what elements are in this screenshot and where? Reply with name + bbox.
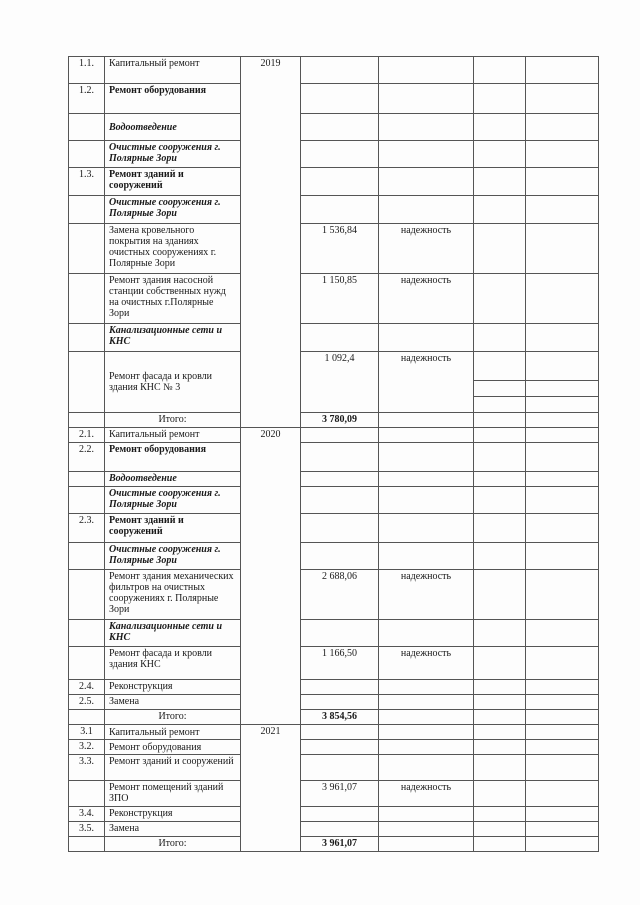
table-row xyxy=(69,807,599,822)
table-row xyxy=(69,114,599,141)
table-row xyxy=(69,647,599,680)
table-row xyxy=(69,725,599,740)
cost-cell: 3 961,07 xyxy=(301,781,379,807)
year-cell: 2020 xyxy=(241,428,301,725)
row-description: Ремонт зданий и сооружений xyxy=(105,755,241,781)
reason-cell: надежность xyxy=(379,224,474,274)
row-description: Ремонт фасада и кровли здания КНС № 3 xyxy=(105,352,241,413)
row-description: Ремонт фасада и кровли здания КНС xyxy=(105,647,241,680)
total-value: 3 961,07 xyxy=(301,837,379,852)
row-number: 3.1 xyxy=(69,725,105,740)
table-row xyxy=(69,620,599,647)
cost-cell: 1 150,85 xyxy=(301,274,379,324)
row-number: 2.2. xyxy=(69,443,105,472)
table-row xyxy=(69,84,599,114)
table-row xyxy=(69,487,599,514)
cost-cell: 2 688,06 xyxy=(301,570,379,620)
table-row xyxy=(69,168,599,196)
row-description: Очистные сооружения г. Полярные Зори xyxy=(105,543,241,570)
reason-cell: надежность xyxy=(379,781,474,807)
table-row xyxy=(69,413,599,428)
table-row xyxy=(69,680,599,695)
row-description: Капитальный ремонт xyxy=(105,725,241,740)
total-value: 3 854,56 xyxy=(301,710,379,725)
row-description: Ремонт здания механических фильтров на очистных сооружениях г. Полярные Зори xyxy=(105,570,241,620)
table-row xyxy=(69,141,599,168)
table-row xyxy=(69,428,599,443)
row-description: Водоотведение xyxy=(105,114,241,141)
repair-plan-table xyxy=(68,56,599,852)
row-number: 3.2. xyxy=(69,740,105,755)
table-row xyxy=(69,514,599,543)
table-row xyxy=(69,324,599,352)
total-label: Итого: xyxy=(105,413,241,428)
table-row xyxy=(69,755,599,781)
row-description: Замена xyxy=(105,695,241,710)
row-description: Ремонт помещений зданий ЗПО xyxy=(105,781,241,807)
table-row xyxy=(69,57,599,84)
table-row xyxy=(69,740,599,755)
reason-cell: надежность xyxy=(379,352,474,413)
row-number: 3.4. xyxy=(69,807,105,822)
cost-cell: 1 166,50 xyxy=(301,647,379,680)
cost-cell: 1 536,84 xyxy=(301,224,379,274)
total-label: Итого: xyxy=(105,837,241,852)
row-number: 1.2. xyxy=(69,84,105,114)
row-number: 3.5. xyxy=(69,822,105,837)
table-row xyxy=(69,352,599,381)
row-description: Ремонт оборудования xyxy=(105,84,241,114)
row-number: 2.3. xyxy=(69,514,105,543)
row-description: Капитальный ремонт xyxy=(105,57,241,84)
reason-cell: надежность xyxy=(379,570,474,620)
row-description: Очистные сооружения г. Полярные Зори xyxy=(105,196,241,224)
table-row xyxy=(69,781,599,807)
table-row xyxy=(69,196,599,224)
row-description: Очистные сооружения г. Полярные Зори xyxy=(105,487,241,514)
row-description: Замена кровельного покрытия на зданиях очистных сооружениях г. Полярные Зори xyxy=(105,224,241,274)
row-number: 2.1. xyxy=(69,428,105,443)
year-cell: 2021 xyxy=(241,725,301,852)
table-row xyxy=(69,224,599,274)
total-label: Итого: xyxy=(105,710,241,725)
table-row xyxy=(69,443,599,472)
reason-cell: надежность xyxy=(379,274,474,324)
table-row xyxy=(69,822,599,837)
row-description: Ремонт здания насосной станции собственных нужд на очистных г.Полярные Зори xyxy=(105,274,241,324)
total-value: 3 780,09 xyxy=(301,413,379,428)
row-description: Капитальный ремонт xyxy=(105,428,241,443)
year-cell: 2019 xyxy=(241,57,301,428)
row-description: Канализационные сети и КНС xyxy=(105,620,241,647)
table-row xyxy=(69,710,599,725)
table-row xyxy=(69,472,599,487)
table-row xyxy=(69,837,599,852)
row-description: Водоотведение xyxy=(105,472,241,487)
row-number: 1.1. xyxy=(69,57,105,84)
row-description: Ремонт зданий и сооружений xyxy=(105,168,241,196)
row-number: 2.5. xyxy=(69,695,105,710)
row-description: Ремонт оборудования xyxy=(105,740,241,755)
table-row xyxy=(69,695,599,710)
row-description: Очистные сооружения г. Полярные Зори xyxy=(105,141,241,168)
row-description: Замена xyxy=(105,822,241,837)
table-row xyxy=(69,274,599,324)
table-row xyxy=(69,570,599,620)
row-number: 1.3. xyxy=(69,168,105,196)
row-number: 2.4. xyxy=(69,680,105,695)
table-row xyxy=(69,543,599,570)
row-description: Реконструкция xyxy=(105,807,241,822)
reason-cell: надежность xyxy=(379,647,474,680)
row-description: Ремонт зданий и сооружений xyxy=(105,514,241,543)
row-description: Реконструкция xyxy=(105,680,241,695)
cost-cell: 1 092,4 xyxy=(301,352,379,413)
row-description: Канализационные сети и КНС xyxy=(105,324,241,352)
row-description: Ремонт оборудования xyxy=(105,443,241,472)
row-number: 3.3. xyxy=(69,755,105,781)
